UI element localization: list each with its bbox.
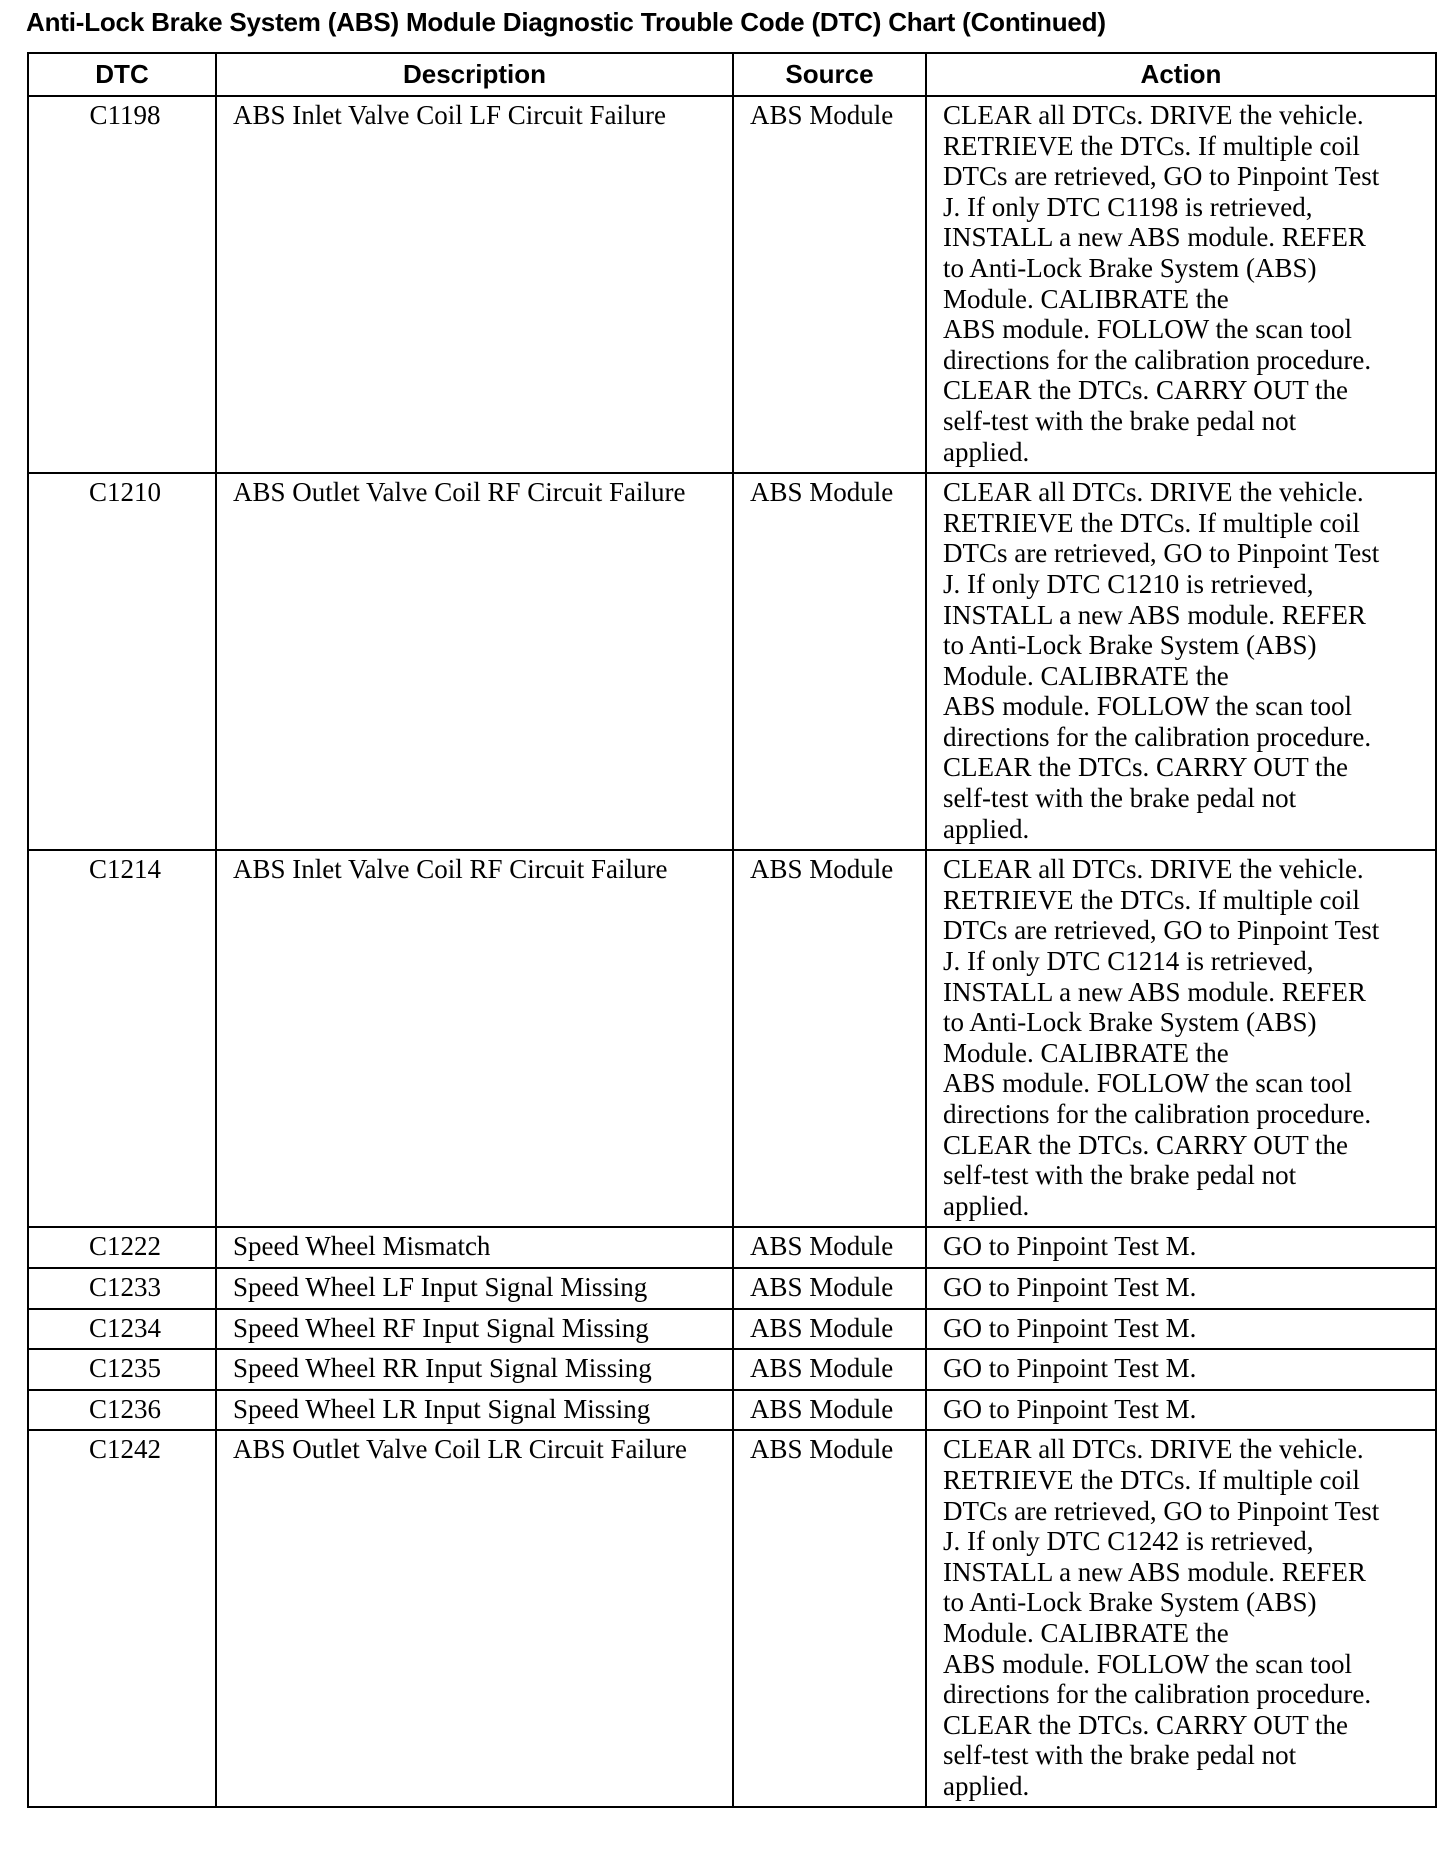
action-line: directions for the calibration procedure. [943, 1679, 1372, 1710]
action-cell [926, 850, 1436, 1227]
action-line: INSTALL a new ABS module. REFER [943, 1556, 1366, 1587]
action-line: to Anti-Lock Brake System (ABS) [943, 1587, 1317, 1618]
action-line: ABS module. FOLLOW the scan tool [943, 1648, 1352, 1679]
description-cell: ABS Inlet Valve Coil RF Circuit Failure [216, 850, 733, 1227]
action-cell [926, 1268, 1436, 1309]
action-line: RETRIEVE the DTCs. If multiple coil [943, 130, 1360, 161]
column-header-source: Source [733, 53, 926, 96]
description-cell: Speed Wheel LF Input Signal Missing [216, 1268, 733, 1309]
action-line: GO to Pinpoint Test M. [943, 1353, 1197, 1384]
source-cell: ABS Module [733, 850, 926, 1227]
action-line: GO to Pinpoint Test M. [943, 1393, 1197, 1424]
table-row [28, 1390, 1436, 1431]
action-line: INSTALL a new ABS module. REFER [943, 222, 1366, 253]
table-row [28, 1227, 1436, 1268]
table-body [28, 96, 1436, 1807]
action-cell [926, 473, 1436, 850]
action-line: to Anti-Lock Brake System (ABS) [943, 630, 1317, 661]
action-line: directions for the calibration procedure. [943, 344, 1372, 375]
action-line: applied. [943, 1770, 1030, 1801]
action-line: applied. [943, 1190, 1030, 1221]
action-line: J. If only DTC C1242 is retrieved, [943, 1526, 1314, 1557]
table-row [28, 850, 1436, 1227]
action-line: CLEAR the DTCs. CARRY OUT the [943, 752, 1349, 783]
source-cell: ABS Module [733, 1349, 926, 1390]
action-line: INSTALL a new ABS module. REFER [943, 976, 1366, 1007]
source-cell: ABS Module [733, 96, 926, 473]
action-line: directions for the calibration procedure. [943, 1099, 1372, 1129]
action-cell [926, 1227, 1436, 1268]
description-cell: Speed Wheel RR Input Signal Missing [216, 1349, 733, 1390]
action-line: DTCs are retrieved, GO to Pinpoint Test [943, 1495, 1380, 1526]
dtc-code-cell: C1198 [28, 96, 216, 473]
action-line: Module. CALIBRATE the [943, 1037, 1229, 1068]
action-cell [926, 1430, 1436, 1807]
table-row [28, 96, 1436, 473]
action-line: CLEAR all DTCs. DRIVE the vehicle. [943, 1434, 1364, 1465]
table-header-row [28, 53, 1436, 96]
action-line: DTCs are retrieved, GO to Pinpoint Test [943, 538, 1380, 569]
action-line: ABS module. FOLLOW the scan tool [943, 691, 1352, 722]
table-row [28, 1309, 1436, 1350]
action-line: Module. CALIBRATE the [943, 283, 1229, 314]
column-header-dtc: DTC [28, 53, 216, 96]
action-line: self-test with the brake pedal not [943, 783, 1297, 814]
column-header-action: Action [926, 53, 1436, 96]
description-cell: Speed Wheel LR Input Signal Missing [216, 1390, 733, 1431]
source-cell: ABS Module [733, 1390, 926, 1431]
action-line: RETRIEVE the DTCs. If multiple coil [943, 1464, 1360, 1495]
action-line: CLEAR all DTCs. DRIVE the vehicle. [943, 100, 1364, 130]
description-cell: Speed Wheel RF Input Signal Missing [216, 1309, 733, 1350]
table-row [28, 1268, 1436, 1309]
dtc-code-cell: C1234 [28, 1309, 216, 1350]
action-line: self-test with the brake pedal not [943, 1160, 1297, 1191]
action-line: DTCs are retrieved, GO to Pinpoint Test [943, 161, 1380, 192]
action-line: CLEAR the DTCs. CARRY OUT the [943, 1129, 1349, 1160]
table-row [28, 473, 1436, 850]
action-line: CLEAR all DTCs. DRIVE the vehicle. [943, 854, 1364, 885]
action-line: RETRIEVE the DTCs. If multiple coil [943, 884, 1360, 915]
action-line: self-test with the brake pedal not [943, 405, 1297, 436]
description-cell: ABS Inlet Valve Coil LF Circuit Failure [216, 96, 733, 473]
dtc-code-cell: C1210 [28, 473, 216, 850]
action-line: CLEAR all DTCs. DRIVE the vehicle. [943, 477, 1364, 508]
action-line: self-test with the brake pedal not [943, 1740, 1297, 1771]
column-header-description: Description [216, 53, 733, 96]
page-title: Anti-Lock Brake System (ABS) Module Diagnostic Trouble Code (DTC) Chart (Continued) [26, 7, 1106, 37]
action-line: J. If only DTC C1198 is retrieved, [943, 191, 1313, 222]
action-line: RETRIEVE the DTCs. If multiple coil [943, 507, 1360, 538]
action-line: Module. CALIBRATE the [943, 660, 1229, 691]
action-line: INSTALL a new ABS module. REFER [943, 599, 1366, 630]
action-line: applied. [943, 436, 1030, 467]
dtc-code-cell: C1236 [28, 1390, 216, 1431]
action-line: J. If only DTC C1210 is retrieved, [943, 568, 1314, 599]
action-line: GO to Pinpoint Test M. [943, 1271, 1197, 1302]
action-line: to Anti-Lock Brake System (ABS) [943, 252, 1317, 283]
action-line: GO to Pinpoint Test M. [943, 1312, 1197, 1343]
action-line: applied. [943, 813, 1030, 844]
dtc-code-cell: C1222 [28, 1227, 216, 1268]
action-line: to Anti-Lock Brake System (ABS) [943, 1007, 1317, 1038]
action-line: J. If only DTC C1214 is retrieved, [943, 946, 1314, 977]
table-row [28, 1430, 1436, 1807]
description-cell: ABS Outlet Valve Coil RF Circuit Failure [216, 473, 733, 850]
dtc-code-cell: C1235 [28, 1349, 216, 1390]
description-cell: ABS Outlet Valve Coil LR Circuit Failure [216, 1430, 733, 1807]
description-cell: Speed Wheel Mismatch [216, 1227, 733, 1268]
action-line: GO to Pinpoint Test M. [943, 1231, 1197, 1262]
action-cell [926, 96, 1436, 473]
action-cell [926, 1390, 1436, 1431]
table-row [28, 1349, 1436, 1390]
source-cell: ABS Module [733, 1430, 926, 1807]
action-line: CLEAR the DTCs. CARRY OUT the [943, 1709, 1349, 1740]
source-cell: ABS Module [733, 1227, 926, 1268]
action-cell [926, 1349, 1436, 1390]
action-line: CLEAR the DTCs. CARRY OUT the [943, 375, 1349, 406]
source-cell: ABS Module [733, 1268, 926, 1309]
action-line: directions for the calibration procedure. [943, 721, 1372, 752]
action-line: DTCs are retrieved, GO to Pinpoint Test [943, 915, 1380, 946]
action-line: ABS module. FOLLOW the scan tool [943, 314, 1352, 345]
action-line: Module. CALIBRATE the [943, 1617, 1229, 1648]
action-line: ABS module. FOLLOW the scan tool [943, 1068, 1352, 1099]
dtc-code-cell: C1233 [28, 1268, 216, 1309]
source-cell: ABS Module [733, 473, 926, 850]
source-cell: ABS Module [733, 1309, 926, 1350]
dtc-code-cell: C1214 [28, 850, 216, 1227]
dtc-chart-table [27, 52, 1437, 1808]
dtc-code-cell: C1242 [28, 1430, 216, 1807]
action-cell [926, 1309, 1436, 1350]
